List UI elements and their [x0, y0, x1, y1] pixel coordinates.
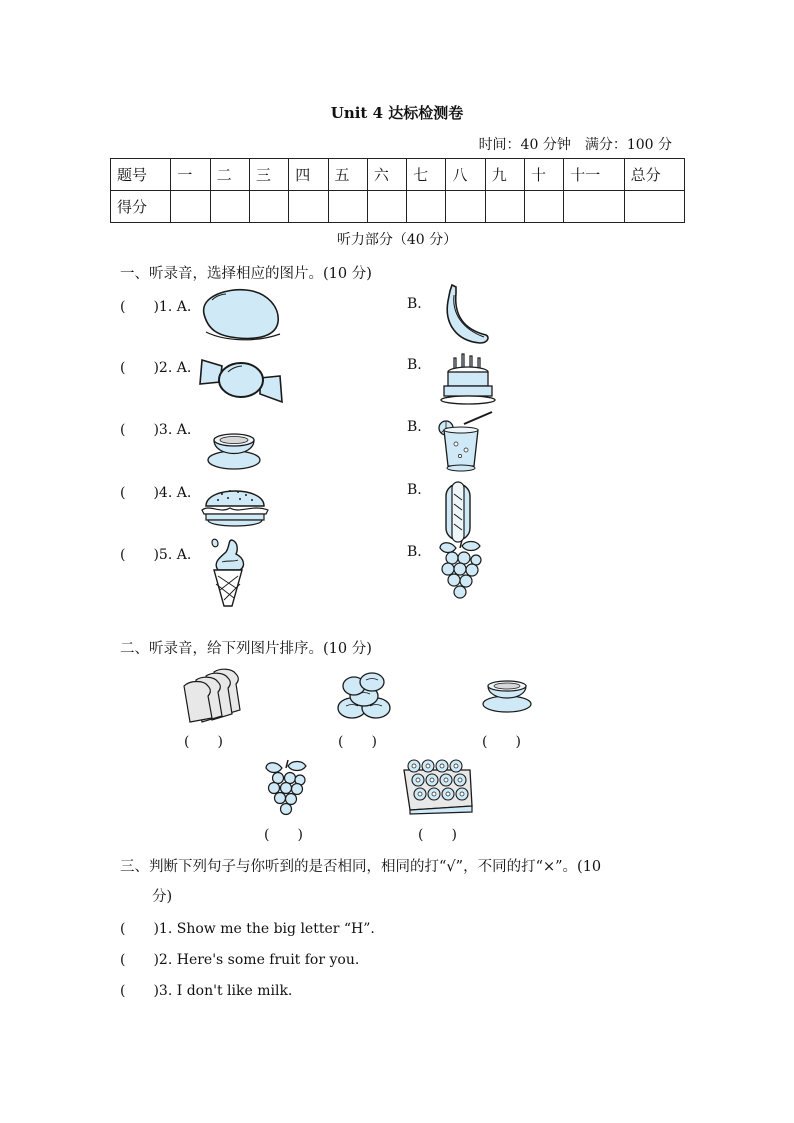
order-blank-5[interactable]: ( )	[418, 827, 457, 843]
section1-title: 一、听录音，选择相应的图片。(10 分)	[120, 266, 372, 282]
score-cell[interactable]	[407, 191, 446, 223]
score-cell[interactable]	[328, 191, 367, 223]
cookies-tray-icon	[402, 758, 474, 814]
judge-item-1: ( )1. Show me the big letter “H”.	[120, 921, 375, 937]
judge-item-2: ( )2. Here's some fruit for you.	[120, 952, 360, 968]
score-cell[interactable]	[249, 191, 288, 223]
juice-glass-icon	[434, 410, 498, 474]
question-5-label: ( )5. A.	[120, 547, 192, 563]
soup-bowl-icon	[206, 428, 262, 472]
banana-icon	[440, 283, 494, 345]
question-2-option-b: B.	[407, 357, 422, 373]
question-5-option-b: B.	[407, 544, 422, 560]
score-cell[interactable]	[289, 191, 328, 223]
soup-bowl-icon	[482, 674, 532, 714]
score-cell[interactable]	[367, 191, 406, 223]
header-cell: 五	[328, 159, 367, 191]
score-cell[interactable]	[446, 191, 485, 223]
question-3-label: ( )3. A.	[120, 422, 192, 438]
score-table	[110, 158, 685, 223]
judge-item-3: ( )3. I don't like milk.	[120, 983, 293, 999]
question-4-label: ( )4. A.	[120, 485, 192, 501]
header-cell: 四	[289, 159, 328, 191]
header-cell: 十一	[564, 159, 624, 191]
order-blank-4[interactable]: ( )	[264, 827, 303, 843]
header-cell: 一	[171, 159, 210, 191]
section3-title: 三、判断下列句子与你听到的是否相同，相同的打“√”，不同的打“×”。(10	[120, 859, 602, 875]
bread-icon	[178, 668, 248, 722]
question-3-option-b: B.	[407, 419, 422, 435]
score-cell[interactable]	[564, 191, 624, 223]
exam-meta: 时间：40 分钟 满分：100 分	[478, 137, 672, 153]
score-cell[interactable]	[171, 191, 210, 223]
hamburger-icon	[200, 482, 270, 532]
ice-cream-icon	[208, 536, 248, 608]
header-cell: 九	[485, 159, 524, 191]
score-table-header-row	[111, 159, 685, 191]
header-cell: 总分	[624, 159, 684, 191]
order-blank-2[interactable]: ( )	[338, 734, 377, 750]
header-cell: 二	[210, 159, 249, 191]
page-title: Unit 4 达标检测卷	[330, 104, 464, 122]
candy-icon	[198, 354, 284, 408]
section3-title-cont: 分)	[152, 889, 173, 905]
question-2-label: ( )2. A.	[120, 360, 192, 376]
question-4-option-b: B.	[407, 482, 422, 498]
score-cell[interactable]	[485, 191, 524, 223]
dumplings-icon	[336, 668, 394, 722]
header-cell: 十	[525, 159, 564, 191]
order-blank-3[interactable]: ( )	[482, 734, 521, 750]
hot-dog-icon	[444, 480, 472, 544]
header-cell: 七	[407, 159, 446, 191]
grapes-icon	[436, 538, 486, 602]
birthday-cake-icon	[440, 352, 496, 406]
header-cell: 六	[367, 159, 406, 191]
score-cell[interactable]	[525, 191, 564, 223]
order-blank-1[interactable]: ( )	[184, 734, 223, 750]
section2-title: 二、听录音，给下列图片排序。(10 分)	[120, 641, 372, 657]
score-table-score-row	[111, 191, 685, 223]
score-cell[interactable]	[210, 191, 249, 223]
grapes-icon	[262, 758, 310, 818]
mango-icon	[198, 288, 282, 342]
score-cell[interactable]	[624, 191, 684, 223]
listening-header: 听力部分（40 分）	[336, 232, 458, 248]
question-1-option-b: B.	[407, 296, 422, 312]
header-cell: 题号	[111, 159, 171, 191]
row-label: 得分	[111, 191, 171, 223]
header-cell: 三	[249, 159, 288, 191]
question-1-label: ( )1. A.	[120, 299, 192, 315]
header-cell: 八	[446, 159, 485, 191]
